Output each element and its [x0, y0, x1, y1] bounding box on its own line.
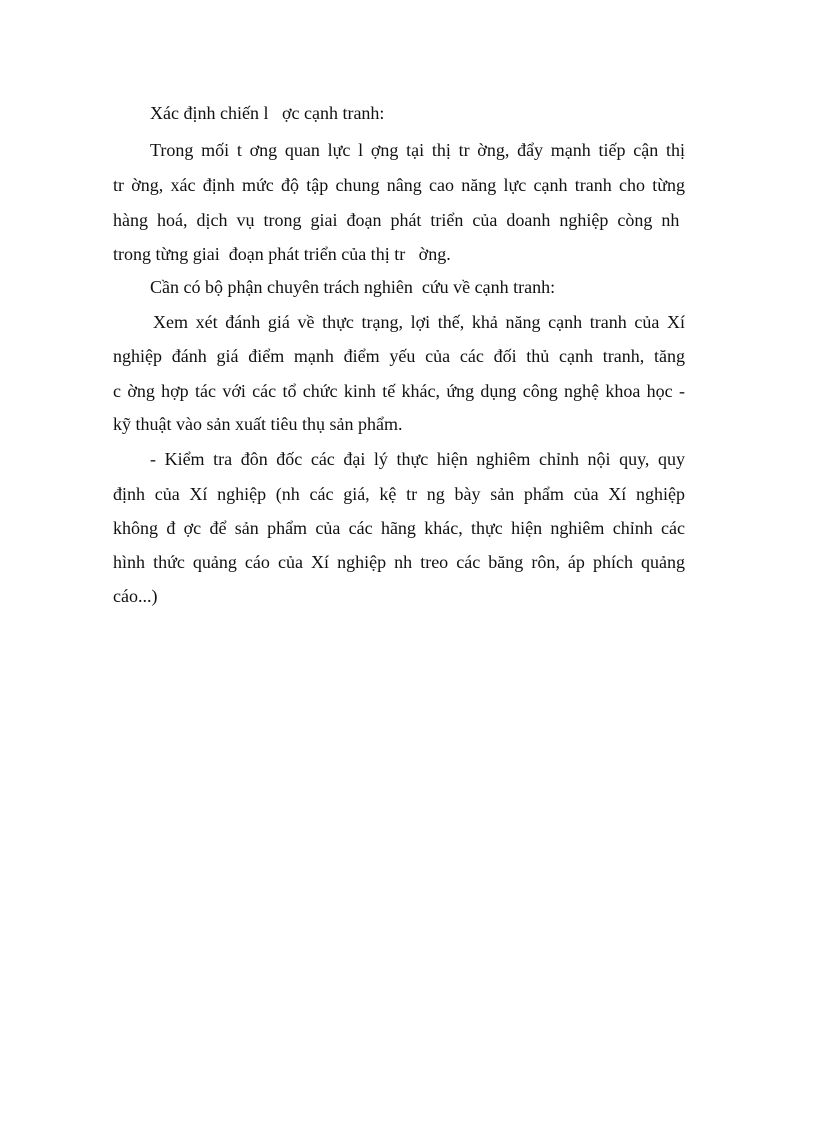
text-line: hình thức quảng cáo của Xí nghiệp nh treo các băng rôn, áp phích quảng [113, 552, 685, 572]
text-line: định của Xí nghiệp (nh các giá, kệ tr ng bày sản phẩm của Xí nghiệp [113, 484, 685, 504]
text-line: hàng hoá, dịch vụ trong giai đoạn phát triển của doanh nghiệp còng nh [113, 210, 680, 230]
text-line: cáo...) [113, 586, 158, 606]
text-line: không đ ợc để sản phẩm của các hãng khác, thực hiện nghiêm chỉnh các [113, 518, 685, 538]
text-line: c ờng hợp tác với các tổ chức kinh tế khác, ứng dụng công nghệ khoa học - [113, 381, 685, 401]
text-line: Xem xét đánh giá về thực trạng, lợi thế, khả năng cạnh tranh của Xí [153, 312, 685, 332]
text-line: trong từng giai đoạn phát triển của thị tr ờng. [113, 244, 451, 264]
text-line: tr ờng, xác định mức độ tập chung nâng cao năng lực cạnh tranh cho từng [113, 175, 685, 195]
text-line: nghiệp đánh giá điểm mạnh điểm yếu của các đối thủ cạnh tranh, tăng [113, 346, 685, 366]
text-line: Xác định chiến l ợc cạnh tranh: [150, 103, 385, 123]
text-line: Trong mối t ơng quan lực l ợng tại thị tr ờng, đẩy mạnh tiếp cận thị [150, 140, 685, 160]
text-line: kỹ thuật vào sản xuất tiêu thụ sản phẩm. [113, 414, 403, 434]
text-line: - Kiểm tra đôn đốc các đại lý thực hiện nghiêm chỉnh nội quy, quy [150, 449, 685, 469]
text-line: Cần có bộ phận chuyên trách nghiên cứu về cạnh tranh: [150, 277, 556, 297]
